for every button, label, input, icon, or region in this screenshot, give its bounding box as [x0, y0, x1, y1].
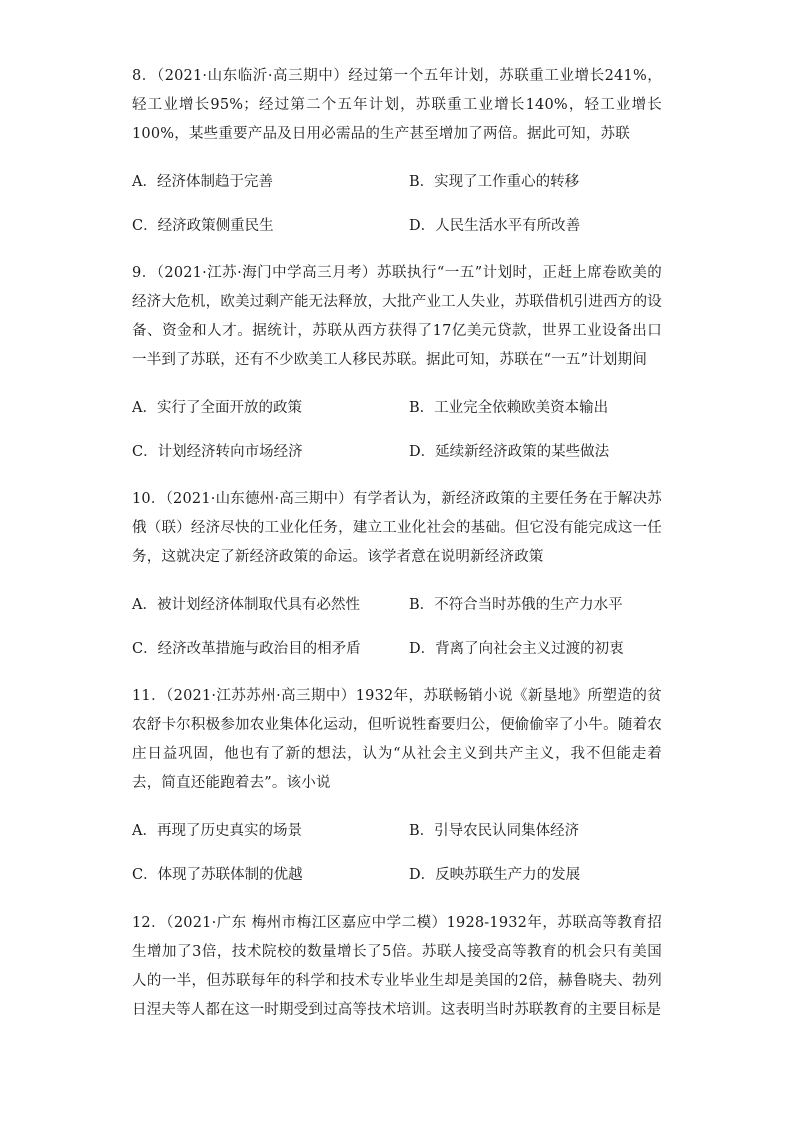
question-12 [132, 909, 662, 1025]
question-11-stem [132, 682, 662, 798]
question-12-source: 12．（2021·广东 梅州市梅江区嘉应中学二模） [132, 915, 447, 931]
option-b[interactable]: B．引导农民认同集体经济 [409, 823, 580, 839]
option-b[interactable]: B．工业完全依赖欧美资本输出 [409, 400, 609, 416]
question-9 [132, 259, 663, 460]
question-8 [132, 62, 662, 234]
option-c[interactable]: C．经济改革措施与政治目的相矛盾 [132, 641, 361, 657]
question-11-text: 1932年，苏联畅销小说《新垦地》所塑造的贫农舒卡尔积极参加农业集体化运动，但听说牲畜要归公，便偷偷宰了小牛。随着农庄日益巩固，他也有了新的想法，认为“从社会主义到共产主义，我不但能走着去，简直还能跑着去”。该小说 [132, 688, 662, 791]
question-10-stem [132, 485, 662, 572]
option-a[interactable]: A．被计划经济体制取代具有必然性 [132, 597, 360, 613]
question-12-text: 1928-1932年，苏联高等教育招生增加了3倍，技术院校的数量增长了5倍。苏联人接受高等教育的机会只有美国人的一半，但苏联每年的科学和技术专业毕业生却是美国的2倍，赫鲁晓夫、勃列日涅夫等人都在这一时期受到过高等技术培训。这表明当时苏联教育的主要目标是 [132, 915, 662, 1018]
option-c[interactable]: C．计划经济转向市场经济 [132, 444, 303, 460]
option-row [132, 593, 672, 637]
question-8-source: 8．（2021·山东临沂·高三期中） [132, 68, 349, 84]
option-row [132, 214, 672, 258]
option-row [132, 170, 672, 214]
question-11-source: 11．（2021·江苏苏州·高三期中） [132, 688, 356, 704]
question-10-options [132, 593, 672, 681]
option-b[interactable]: B．不符合当时苏俄的生产力水平 [409, 597, 623, 613]
option-c[interactable]: C．体现了苏联体制的优越 [132, 867, 303, 883]
option-row [132, 396, 672, 440]
option-d[interactable]: D．背离了向社会主义过渡的初衷 [409, 641, 624, 657]
question-9-stem [132, 259, 662, 375]
option-a[interactable]: A．经济体制趋于完善 [132, 174, 273, 190]
option-d[interactable]: D．延续新经济政策的某些做法 [409, 444, 610, 460]
option-d[interactable]: D．人民生活水平有所改善 [409, 218, 581, 234]
question-12-stem [132, 909, 662, 1025]
question-8-options [132, 170, 672, 258]
option-row [132, 863, 672, 907]
question-10-text: 有学者认为，新经济政策的主要任务在于解决苏俄（联）经济尽快的工业化任务，建立工业化社会的基础。但它没有能完成这一任务，这就决定了新经济政策的命运。该学者意在说明新经济政策 [132, 491, 662, 565]
option-row [132, 637, 672, 681]
option-row [132, 440, 672, 484]
question-11-options [132, 819, 672, 907]
question-9-options [132, 396, 672, 484]
option-c[interactable]: C．经济政策侧重民生 [132, 218, 274, 234]
option-a[interactable]: A．再现了历史真实的场景 [132, 823, 302, 839]
question-8-text: 经过第一个五年计划，苏联重工业增长241%，轻工业增长95%；经过第二个五年计划，苏联重工业增长140%，轻工业增长100%，某些重要产品及日用必需品的生产甚至增加了两倍。据此可知，苏联 [132, 68, 662, 142]
question-9-source: 9．（2021·江苏·海门中学高三月考） [132, 265, 377, 281]
question-8-stem [132, 62, 662, 149]
question-9-text: 苏联执行“一五”计划时，正赶上席卷欧美的经济大危机，欧美过剩产能无法释放，大批产业工人失业，苏联借机引进西方的设备、资金和人才。据统计，苏联从西方获得了17亿美元贷款，世界工业设备出口一半到了苏联，还有不少欧美工人移民苏联。据此可知，苏联在“一五”计划期间 [132, 265, 663, 368]
option-row [132, 819, 672, 863]
option-d[interactable]: D．反映苏联生产力的发展 [409, 867, 581, 883]
option-b[interactable]: B．实现了工作重心的转移 [409, 174, 580, 190]
option-a[interactable]: A．实行了全面开放的政策 [132, 400, 302, 416]
question-10-source: 10．（2021·山东德州·高三期中） [132, 491, 353, 507]
question-10 [132, 485, 662, 657]
question-11 [132, 682, 662, 883]
